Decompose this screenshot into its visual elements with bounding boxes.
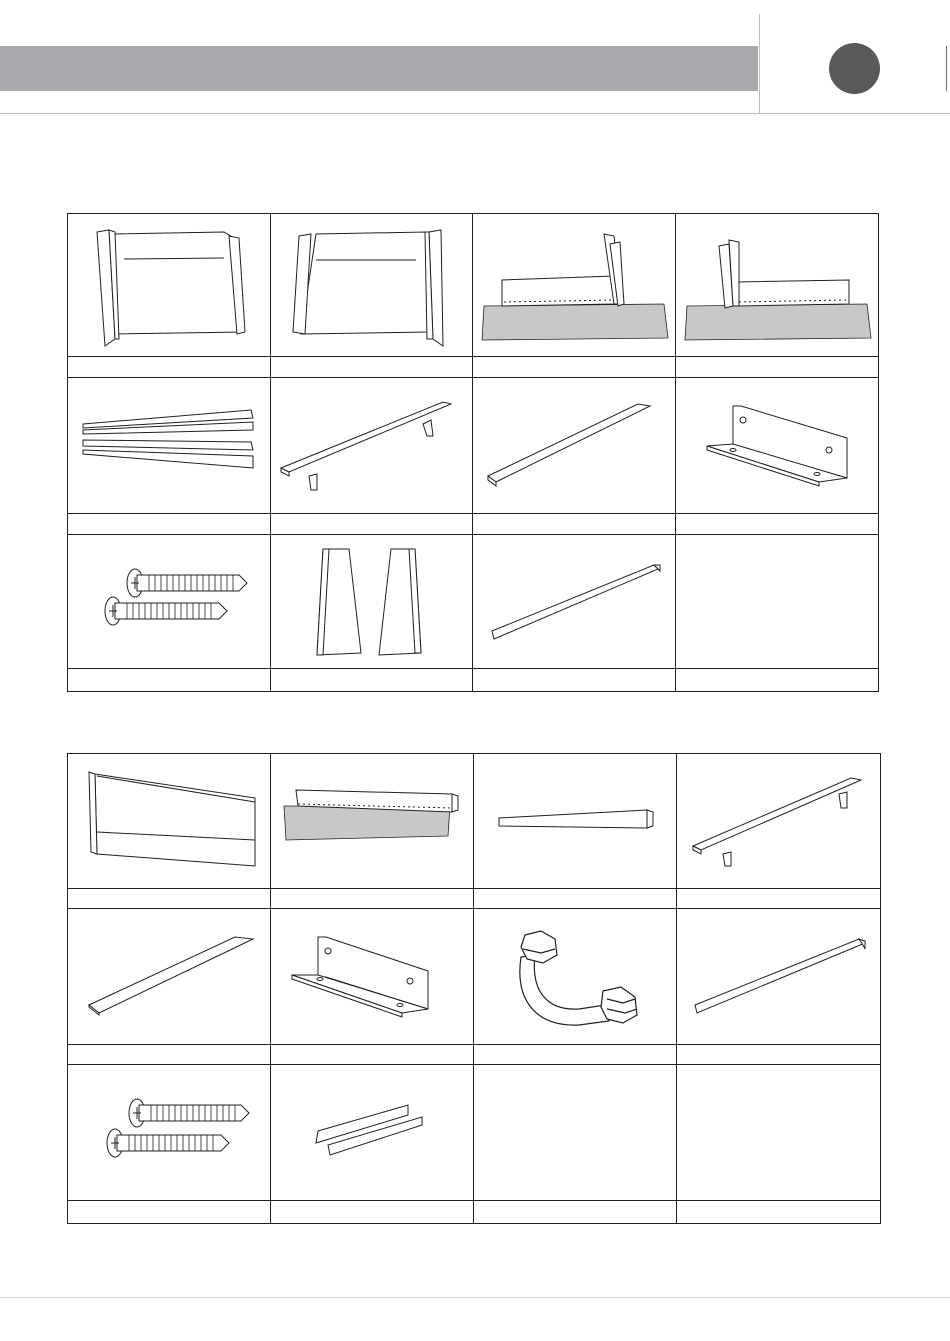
part-image-cell [676,378,879,514]
part-image-cell [677,754,880,889]
part-label-cell [677,1045,880,1065]
part-label-cell [68,1201,271,1223]
part-label-cell [68,889,271,909]
part-label-cell [474,1201,677,1223]
part-image-cell [271,754,474,889]
part-label-cell [271,669,474,691]
part-image-cell [68,754,271,889]
parts-table-2 [67,753,881,1224]
angle-bracket-illustration [272,909,472,1045]
part-label-cell [473,669,676,691]
strips-illustration [69,378,269,514]
part-image-cell [474,909,677,1045]
flashing-panel-right-illustration [271,214,471,357]
bracket-with-feet-illustration [271,378,471,514]
part-image-cell [676,535,879,669]
pipe-connector-illustration [475,909,675,1045]
part-image-cell [68,909,271,1045]
part-label-cell [677,1201,880,1223]
part-label-cell [68,669,271,691]
flashing-panel-left-illustration [69,214,269,357]
part-image-cell [68,214,271,357]
angle-bracket-illustration [677,378,877,514]
part-label-cell [473,514,676,535]
page-edge-mark [946,46,947,91]
part-image-cell [271,214,474,357]
header-divider-vertical [759,14,760,113]
screws-illustration [69,535,269,669]
part-label-cell [68,357,271,378]
part-label-cell [68,1045,271,1065]
header-bar [0,46,758,91]
part-image-cell [473,535,676,669]
part-label-cell [271,889,474,909]
part-label-cell [68,514,271,535]
flashing-on-roof-left-illustration [474,214,674,357]
panel-illustration [69,754,269,889]
parts-table-1 [67,213,879,692]
part-label-cell [474,889,677,909]
part-image-cell [473,378,676,514]
part-label-cell [676,514,879,535]
part-image-cell [68,535,271,669]
part-image-cell [271,1065,474,1201]
part-image-cell [677,909,880,1045]
part-label-cell [474,1045,677,1065]
part-image-cell [473,214,676,357]
side-flashing-pieces-illustration [271,535,471,669]
flat-strip-illustration [69,909,269,1045]
page-marker-dot [829,43,880,94]
tapered-rod-illustration [475,754,675,889]
screws-illustration [69,1065,269,1201]
part-image-cell [68,1065,271,1201]
flashing-on-roof-right-illustration [677,214,877,357]
part-label-cell [271,1045,474,1065]
thin-rod-illustration [474,535,674,669]
part-image-cell [474,1065,677,1201]
part-image-cell [68,378,271,514]
part-image-cell [271,909,474,1045]
part-label-cell [271,1201,474,1223]
header-divider-horizontal [0,113,950,114]
part-label-cell [271,514,474,535]
part-image-cell [271,378,474,514]
part-label-cell [676,357,879,378]
part-label-cell [677,889,880,909]
part-label-cell [473,357,676,378]
part-label-cell [271,357,474,378]
small-strips-illustration [272,1065,472,1201]
flashing-on-gray-illustration [272,754,472,889]
part-image-cell [271,535,474,669]
part-label-cell [676,669,879,691]
part-image-cell [474,754,677,889]
footer-divider [0,1297,950,1298]
bracket-with-feet-illustration [679,754,879,889]
flat-strip-illustration [474,378,674,514]
part-image-cell [677,1065,880,1201]
part-image-cell [676,214,879,357]
thin-rod-illustration [679,909,879,1045]
